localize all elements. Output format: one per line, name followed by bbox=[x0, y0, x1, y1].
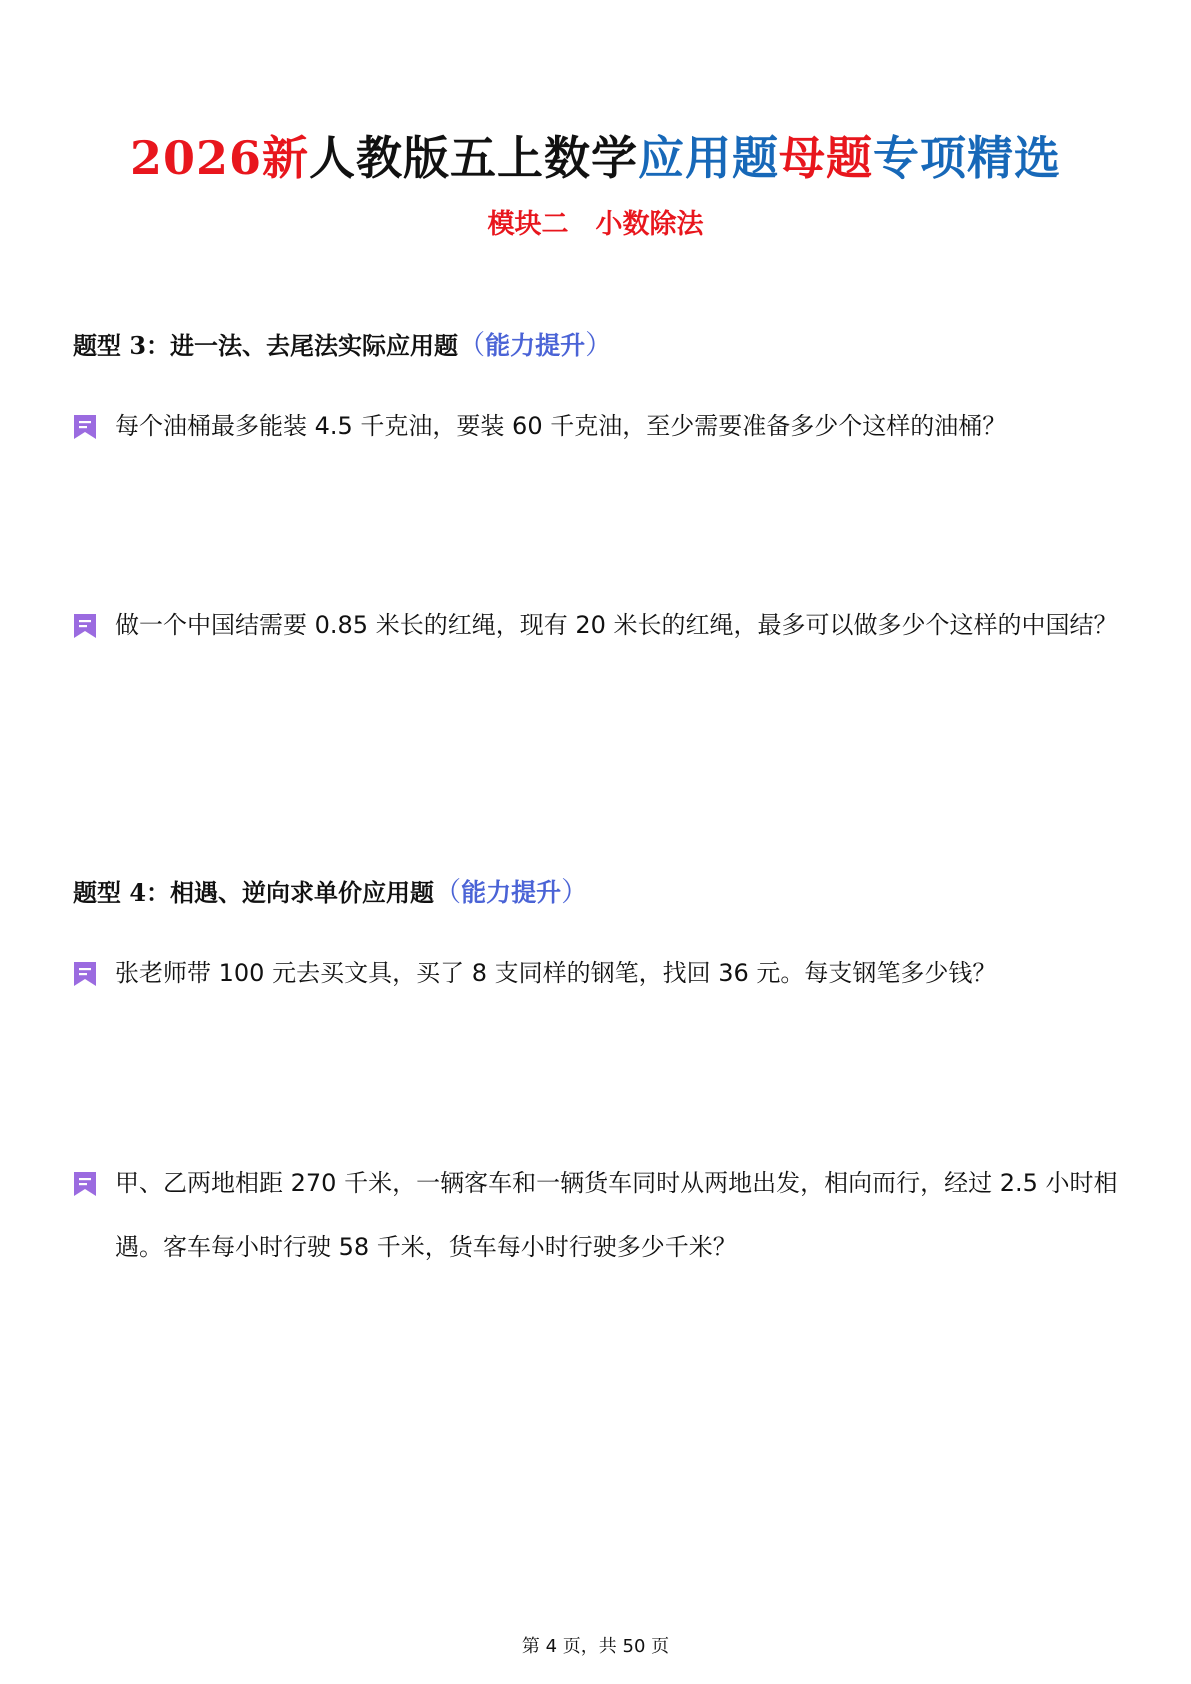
tag-close: ） bbox=[585, 330, 613, 361]
question-item bbox=[73, 955, 1133, 1005]
bookmark-icon bbox=[73, 961, 97, 987]
bookmark-icon bbox=[73, 414, 97, 440]
question-item bbox=[73, 1165, 1133, 1279]
page-title bbox=[0, 128, 1191, 188]
question-text: 甲、乙两地相距 270 千米，一辆客车和一辆货车同时从两地出发，相向而行，经过 2.5 小时相遇。客车每小时行驶 58 千米，货车每小时行驶多少千米？ bbox=[115, 1169, 1118, 1261]
question-text: 每个油桶最多能装 4.5 千克油，要装 60 千克油，至少需要准备多少个这样的油桶？ bbox=[115, 412, 1007, 440]
title-suffix: 专项精选 bbox=[873, 131, 1062, 185]
section-heading-text: 题型 4：相遇、逆向求单价应用题 bbox=[73, 878, 435, 907]
difficulty-tag: 能力提升 bbox=[461, 878, 562, 907]
bookmark-icon bbox=[73, 1171, 97, 1197]
module-subtitle: 模块二 小数除法 bbox=[487, 209, 704, 240]
page-footer: 第 4 页，共 50 页 bbox=[521, 1636, 670, 1657]
section-heading-3 bbox=[73, 328, 612, 364]
question-text: 做一个中国结需要 0.85 米长的红绳，现有 20 米长的红绳，最多可以做多少个这样的中国结？ bbox=[115, 611, 1118, 639]
tag-close: ） bbox=[561, 877, 589, 908]
tag-open: （ bbox=[458, 330, 486, 361]
tag-open: （ bbox=[434, 877, 462, 908]
bookmark-icon bbox=[73, 613, 97, 639]
title-highlight: 母题 bbox=[779, 131, 874, 185]
title-year: 2026新 bbox=[129, 131, 310, 185]
section-heading-4 bbox=[73, 875, 588, 911]
difficulty-tag: 能力提升 bbox=[485, 331, 586, 360]
question-text: 张老师带 100 元去买文具，买了 8 支同样的钢笔，找回 36 元。每支钢笔多少钱？ bbox=[115, 959, 997, 987]
question-item bbox=[73, 408, 1133, 458]
title-topic: 应用题 bbox=[638, 131, 780, 185]
title-edition: 人教版五上数学 bbox=[309, 131, 639, 185]
question-item bbox=[73, 607, 1133, 657]
section-heading-text: 题型 3：进一法、去尾法实际应用题 bbox=[73, 331, 459, 360]
